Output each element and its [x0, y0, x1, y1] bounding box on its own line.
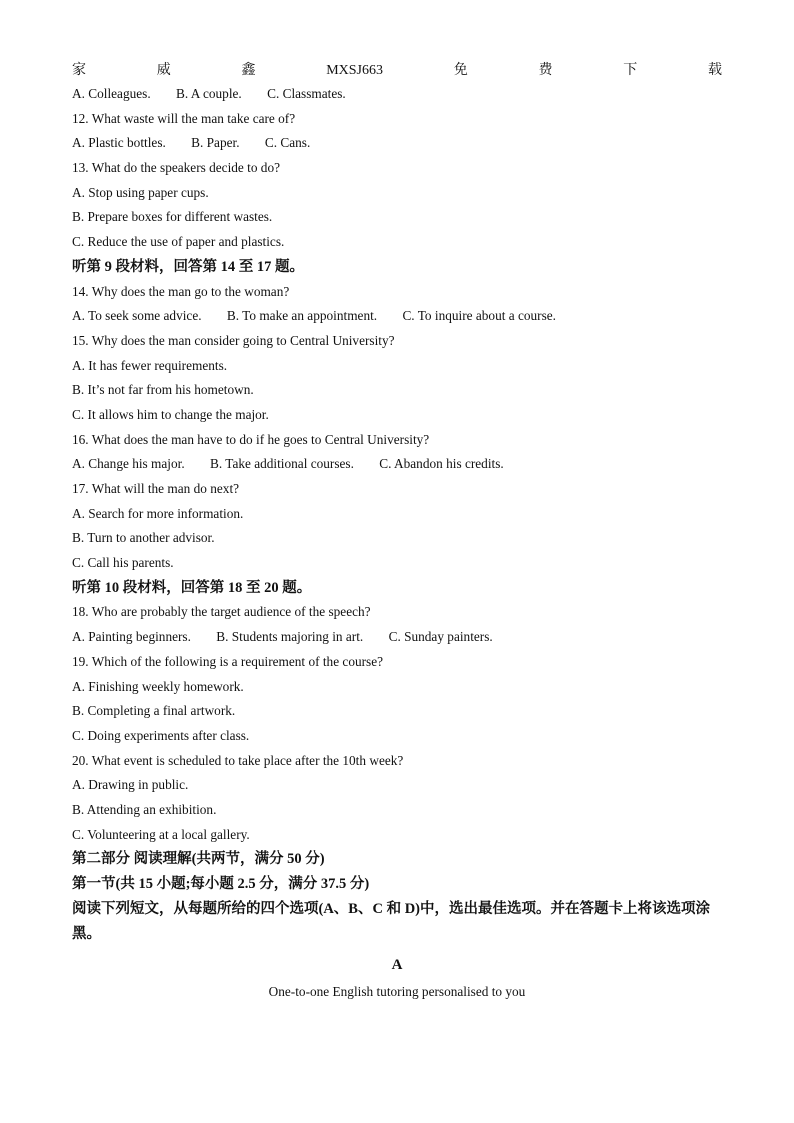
q17-stem: 17. What will the man do next? — [72, 481, 240, 496]
option: A. Search for more information. — [72, 505, 244, 521]
option: B. A couple. — [176, 86, 242, 101]
option: C. Sunday painters. — [388, 629, 493, 645]
option: C. To inquire about a course. — [402, 308, 556, 324]
option: B. Students majoring in art. — [216, 629, 364, 645]
option: A. It has fewer requirements. — [72, 357, 228, 373]
option: C. Cans. — [264, 135, 311, 151]
header-char: 费 — [538, 63, 553, 78]
exam-page — [72, 60, 722, 1006]
option: A. Stop using paper cups. — [72, 184, 209, 200]
header-char: 下 — [623, 63, 638, 78]
option: A. Change his major. — [72, 456, 185, 472]
q15-stem: 15. Why does the man consider going to Central University? — [72, 332, 395, 348]
option: B. Prepare boxes for different wastes. — [72, 209, 273, 225]
page-header — [72, 60, 722, 82]
header-code: MXSJ663 — [326, 63, 383, 78]
part-heading: 第二部分 阅读理解(共两节，满分 50 分) — [72, 851, 325, 868]
instruction: 阅读下列短文，从每题所给的四个选项(A、B、C 和 D)中，选出最佳选项。并在答题卡上将该选项涂黑。 — [72, 901, 710, 942]
option: B. It’s not far from his hometown. — [72, 382, 254, 398]
option: C. Doing experiments after class. — [72, 727, 250, 743]
option: C. Classmates. — [267, 86, 346, 101]
option: A. Drawing in public. — [72, 777, 189, 793]
option: C. It allows him to change the major. — [72, 406, 269, 422]
section-heading-9: 听第 9 段材料，回答第 14 至 17 题。 — [72, 258, 304, 275]
passage-title: One-to-one English tutoring personalised to you — [268, 984, 526, 1000]
option: B. To make an appointment. — [226, 308, 378, 324]
option: A. Plastic bottles. — [72, 135, 166, 151]
q14-stem: 14. Why does the man go to the woman? — [72, 283, 290, 299]
option: B. Completing a final artwork. — [72, 703, 236, 719]
option: B. Paper. — [191, 135, 240, 151]
option: C. Reduce the use of paper and plastics. — [72, 234, 285, 250]
option: B. Take additional courses. — [209, 456, 354, 472]
option: B. Turn to another advisor. — [72, 530, 215, 546]
section-heading-10: 听第 10 段材料，回答第 18 至 20 题。 — [72, 579, 312, 596]
passage-letter: A — [391, 957, 403, 974]
option: A. Colleagues. — [72, 86, 151, 101]
header-char: 免 — [453, 63, 468, 78]
header-char: 鑫 — [241, 63, 256, 78]
q14-options — [72, 304, 722, 329]
q11-options — [72, 82, 722, 107]
q20-stem: 20. What event is scheduled to take place after the 10th week? — [72, 752, 404, 768]
header-char: 威 — [156, 63, 171, 78]
header-char: 家 — [72, 63, 86, 78]
q12-stem: 12. What waste will the man take care of? — [72, 110, 296, 126]
q19-stem: 19. Which of the following is a requirement of the course? — [72, 653, 384, 669]
option: A. To seek some advice. — [72, 308, 202, 324]
q13-stem: 13. What do the speakers decide to do? — [72, 160, 281, 176]
section-heading: 第一节(共 15 小题;每小题 2.5 分，满分 37.5 分) — [72, 876, 370, 893]
q18-stem: 18. Who are probably the target audience of the speech? — [72, 604, 371, 620]
option: C. Abandon his credits. — [379, 456, 504, 472]
q12-options — [72, 131, 722, 156]
q18-options — [72, 625, 722, 650]
option: A. Finishing weekly homework. — [72, 678, 244, 694]
q16-options — [72, 452, 722, 477]
option: C. Volunteering at a local gallery. — [72, 826, 250, 842]
option: B. Attending an exhibition. — [72, 801, 217, 817]
q16-stem: 16. What does the man have to do if he goes to Central University? — [72, 431, 430, 447]
option: A. Painting beginners. — [72, 629, 191, 645]
header-char: 载 — [707, 63, 722, 78]
option: C. Call his parents. — [72, 555, 174, 571]
